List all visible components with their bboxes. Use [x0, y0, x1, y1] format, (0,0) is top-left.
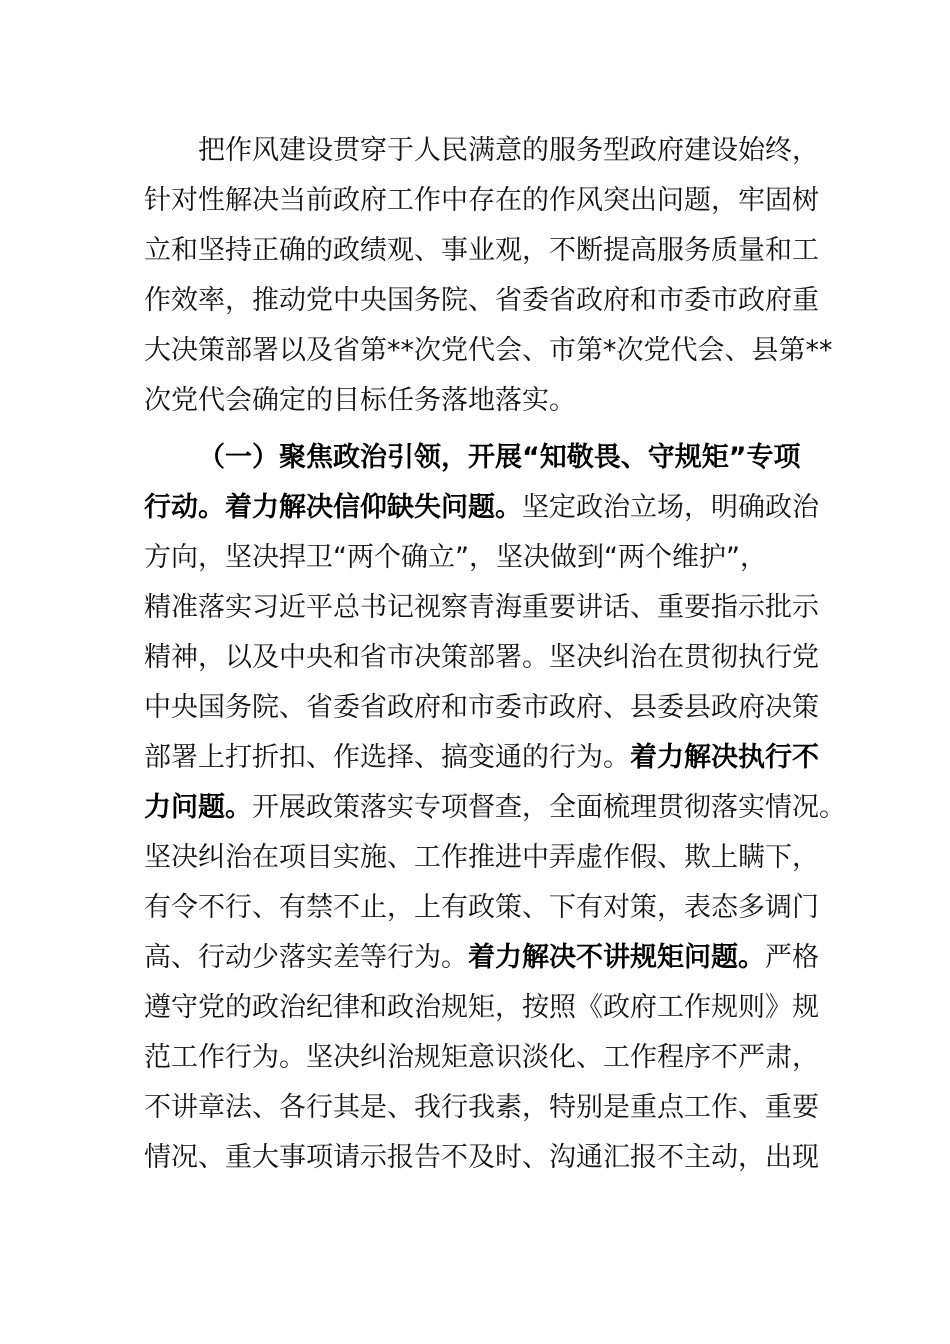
paragraph-2-line-9: 坚决纠治在项目实施、工作推进中弄虚作假、欺上瞒下， [144, 842, 819, 873]
paragraph-1-line-2: 针对性解决当前政府工作中存在的作风突出问题，牢固树 [144, 185, 819, 216]
paragraph-2-line-7 [144, 733, 819, 783]
paragraph-2-line-10: 有令不行、有禁不止，上有政策、下有对策，表态多调门 [144, 892, 819, 923]
text-run: 严格 [765, 942, 819, 973]
bold-subheading-faith: 行动。着力解决信仰缺失问题。 [144, 492, 522, 523]
paragraph-1-line-5: 大决策部署以及省第**次党代会、市第*次党代会、县第** [144, 335, 833, 366]
paragraph-2-line-5: 精神，以及中央和省市决策部署。坚决纠治在贯彻执行党 [144, 642, 819, 673]
paragraph-2-line-11 [144, 933, 819, 983]
bold-subheading-rules: 着力解决不讲规矩问题。 [468, 942, 765, 973]
bold-subheading-execution: 着力解决执行不 [630, 742, 819, 773]
paragraph-1-line-1: 把作风建设贯穿于人民满意的服务型政府建设始终， [198, 135, 819, 166]
section-heading-line-1: （一）聚焦政治引领，开展“知敬畏、守规矩”专项 [198, 442, 801, 473]
paragraph-2-line-6: 中央国务院、省委省政府和市委市政府、县委县政府决策 [144, 692, 819, 723]
text-run: 高、行动少落实差等行为。 [144, 942, 468, 973]
text-run: 坚定政治立场，明确政治 [522, 492, 819, 523]
paragraph-1-line-4: 作效率，推动党中央国务院、省委省政府和市委市政府重 [144, 285, 819, 316]
paragraph-2-line-12: 遵守党的政治纪律和政治规矩，按照《政府工作规则》规 [144, 992, 819, 1023]
text-run: 开展政策落实专项督查，全面梳理贯彻落实情况。 [252, 792, 846, 823]
bold-subheading-execution-end: 力问题。 [144, 792, 252, 823]
paragraph-2-line-4: 精准落实习近平总书记视察青海重要讲话、重要指示批示 [144, 592, 819, 623]
paragraph-2-line-14: 不讲章法、各行其是、我行我素，特别是重点工作、重要 [144, 1092, 819, 1123]
text-run: 部署上打折扣、作选择、搞变通的行为。 [144, 742, 630, 773]
paragraph-2-line-3: 方向，坚决捍卫“两个确立”，坚决做到“两个维护”， [144, 542, 767, 573]
paragraph-1-line-3: 立和坚持正确的政绩观、事业观，不断提高服务质量和工 [144, 235, 819, 266]
paragraph-2-line-13: 范工作行为。坚决纠治规矩意识淡化、工作程序不严肃， [144, 1042, 819, 1073]
paragraph-2-line-8 [144, 783, 846, 833]
paragraph-2-line-2 [144, 483, 819, 533]
paragraph-2-line-15: 情况、重大事项请示报告不及时、沟通汇报不主动，出现 [144, 1142, 819, 1173]
paragraph-1-line-6: 次党代会确定的目标任务落地落实。 [144, 385, 576, 416]
